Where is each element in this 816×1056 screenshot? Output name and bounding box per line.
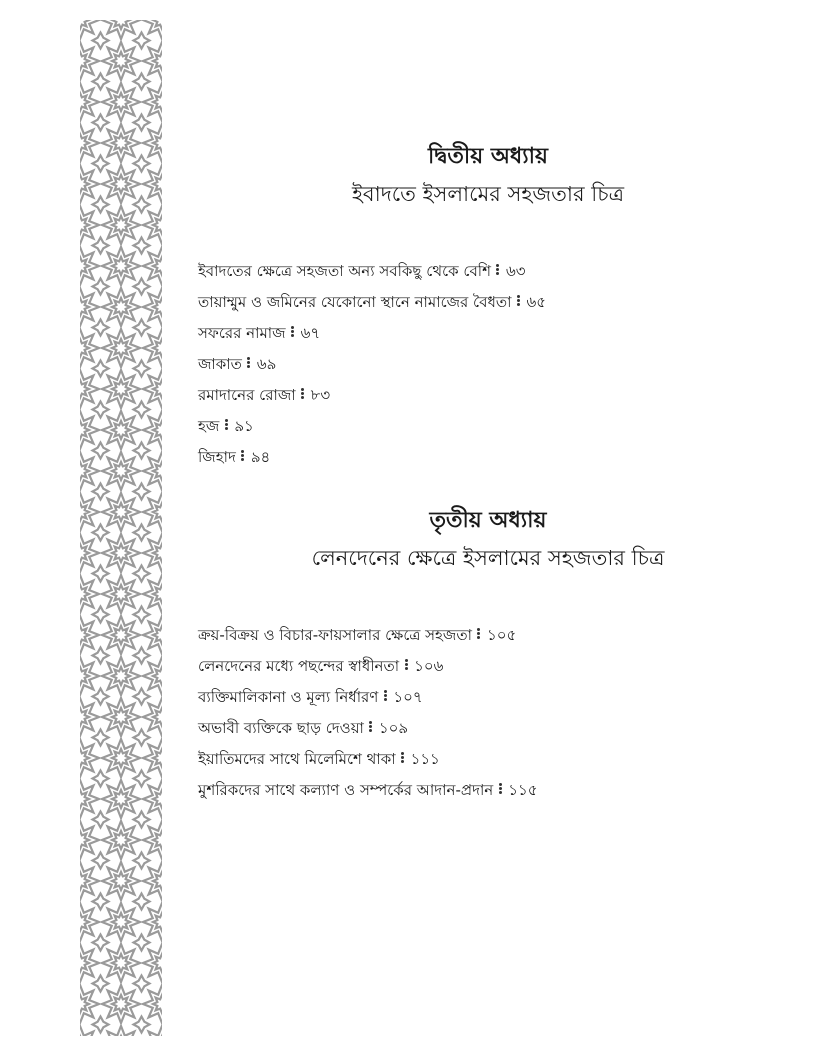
star-inner-motif-icon — [112, 626, 130, 644]
toc-entry-page: ১০৫ — [486, 626, 517, 644]
star-motif-icon — [102, 780, 140, 818]
star-inner-motif-icon — [80, 462, 89, 480]
toc-entry-page: ৬৭ — [300, 324, 321, 342]
toc-entry-label: জাকাত — [198, 355, 242, 373]
star-motif-icon — [143, 20, 162, 39]
star-motif-icon — [102, 698, 140, 736]
chapter-3-toc-list — [198, 623, 778, 809]
star-motif-icon — [102, 739, 140, 777]
star-motif-icon — [102, 657, 140, 695]
toc-entry-page: ৬৩ — [505, 262, 526, 280]
toc-entry-page: ১১৫ — [508, 781, 538, 799]
star-inner-motif-icon — [153, 872, 162, 890]
toc-entry[interactable] — [198, 623, 778, 654]
star-inner-motif-icon — [112, 749, 130, 767]
star-inner-motif-icon — [112, 216, 130, 234]
star-inner-motif-icon — [112, 585, 130, 603]
toc-entry-label: হজ — [198, 417, 220, 435]
star-inner-motif-icon — [112, 708, 130, 726]
star-inner-motif-icon — [153, 626, 162, 644]
star-motif-icon — [102, 616, 140, 654]
star-motif-icon — [102, 452, 140, 490]
star-inner-motif-icon — [153, 93, 162, 111]
star-inner-motif-icon — [153, 134, 162, 152]
star-inner-motif-icon — [112, 544, 130, 562]
toc-entry[interactable] — [198, 321, 778, 352]
separator-dots-icon — [369, 721, 373, 733]
star-motif-icon — [102, 862, 140, 900]
toc-entry[interactable] — [198, 778, 778, 809]
toc-entry-label: রমাদানের রোজা — [198, 386, 296, 404]
star-inner-motif-icon — [112, 134, 130, 152]
toc-entry-label: জিহাদ — [198, 448, 236, 466]
star-motif-icon — [102, 165, 140, 203]
separator-dots-icon — [247, 357, 251, 369]
star-inner-motif-icon — [153, 380, 162, 398]
star-motif-icon — [102, 411, 140, 449]
star-inner-motif-icon — [112, 503, 130, 521]
table-of-contents — [198, 0, 778, 1056]
separator-dots-icon — [516, 295, 520, 307]
chapter-3-title: তৃতীয় অধ্যায় — [429, 507, 547, 533]
star-inner-motif-icon — [153, 544, 162, 562]
toc-entry-page: ৯৪ — [250, 448, 271, 466]
chapter-3-subtitle: লেনদেনের ক্ষেত্রে ইসলামের সহজতার চিত্র — [311, 546, 665, 570]
chapter-2-subtitle: ইবাদতে ইসলামের সহজতার চিত্র — [352, 182, 624, 206]
chapter-3-heading — [198, 506, 778, 572]
star-inner-motif-icon — [112, 20, 130, 29]
star-inner-motif-icon — [80, 175, 89, 193]
star-inner-motif-icon — [112, 52, 130, 70]
star-inner-motif-icon — [153, 20, 162, 29]
star-inner-motif-icon — [112, 667, 130, 685]
star-inner-motif-icon — [80, 667, 89, 685]
star-inner-motif-icon — [80, 626, 89, 644]
star-inner-motif-icon — [112, 954, 130, 972]
toc-entry-page: ১১১ — [410, 750, 440, 768]
star-inner-motif-icon — [112, 831, 130, 849]
star-inner-motif-icon — [153, 462, 162, 480]
star-inner-motif-icon — [153, 708, 162, 726]
toc-entry-label: অভাবী ব্যক্তিকে ছাড় দেওয়া — [198, 719, 364, 737]
star-inner-motif-icon — [112, 995, 130, 1013]
toc-entry-page: ১০৭ — [393, 688, 423, 706]
toc-entry-page: ৯১ — [234, 417, 254, 435]
star-inner-motif-icon — [80, 134, 89, 152]
star-inner-motif-icon — [80, 421, 89, 439]
star-inner-motif-icon — [80, 544, 89, 562]
star-inner-motif-icon — [153, 257, 162, 275]
star-motif-icon — [102, 83, 140, 121]
star-inner-motif-icon — [112, 298, 130, 316]
star-motif-icon — [102, 534, 140, 572]
toc-entry[interactable] — [198, 747, 778, 778]
separator-dots-icon — [224, 419, 228, 431]
star-inner-motif-icon — [153, 954, 162, 972]
toc-entry[interactable] — [198, 654, 778, 685]
separator-dots-icon — [241, 450, 245, 462]
separator-dots-icon — [496, 264, 500, 276]
star-inner-motif-icon — [153, 790, 162, 808]
chapter-2-title: দ্বিতীয় অধ্যায় — [428, 143, 548, 169]
toc-entry-label: ইবাদতের ক্ষেত্রে সহজতা অন্য সবকিছু থেকে বেশি — [198, 262, 491, 280]
star-inner-motif-icon — [153, 339, 162, 357]
star-inner-motif-icon — [153, 749, 162, 767]
toc-entry-label: ইয়াতিমদের সাথে মিলেমিশে থাকা — [198, 750, 396, 768]
star-inner-motif-icon — [153, 913, 162, 931]
star-motif-icon — [102, 288, 140, 326]
star-inner-motif-icon — [112, 257, 130, 275]
star-inner-motif-icon — [153, 585, 162, 603]
star-inner-motif-icon — [153, 421, 162, 439]
toc-entry-page: ৬৯ — [256, 355, 277, 373]
star-motif-icon — [102, 493, 140, 531]
chapter-2-heading — [198, 142, 778, 208]
star-inner-motif-icon — [80, 790, 89, 808]
separator-dots-icon — [401, 752, 405, 764]
star-inner-motif-icon — [112, 93, 130, 111]
star-inner-motif-icon — [153, 503, 162, 521]
toc-entry-label: সফরের নামাজ — [198, 324, 286, 342]
toc-entry[interactable] — [198, 383, 778, 414]
toc-entry[interactable] — [198, 685, 778, 716]
star-inner-motif-icon — [80, 298, 89, 316]
star-inner-motif-icon — [112, 380, 130, 398]
star-inner-motif-icon — [80, 52, 89, 70]
chapter-2-toc-list — [198, 259, 778, 476]
separator-dots-icon — [291, 326, 295, 338]
toc-entry[interactable] — [198, 259, 778, 290]
star-inner-motif-icon — [112, 175, 130, 193]
star-inner-motif-icon — [153, 216, 162, 234]
separator-dots-icon — [498, 783, 502, 795]
star-motif-icon — [102, 944, 140, 982]
toc-entry-label: ব্যক্তিমালিকানা ও মূল্য নির্ধারণ — [198, 688, 379, 706]
star-inner-motif-icon — [80, 339, 89, 357]
star-inner-motif-icon — [80, 585, 89, 603]
toc-entry-page: ১০৬ — [414, 657, 444, 675]
star-inner-motif-icon — [112, 790, 130, 808]
star-inner-motif-icon — [153, 298, 162, 316]
star-motif-icon — [102, 124, 140, 162]
star-motif-icon — [102, 42, 140, 80]
star-inner-motif-icon — [80, 93, 89, 111]
star-inner-motif-icon — [80, 503, 89, 521]
toc-entry-label: ক্রয়-বিক্রয় ও বিচার-ফায়সালার ক্ষেত্রে সহজতা — [198, 626, 472, 644]
toc-entry-label: লেনদেনের মধ্যে পছন্দের স্বাধীনতা — [198, 657, 400, 675]
star-inner-motif-icon — [153, 52, 162, 70]
star-inner-motif-icon — [80, 995, 89, 1013]
star-motif-icon — [102, 575, 140, 613]
toc-entry-page: ১০৯ — [378, 719, 409, 737]
star-motif-icon — [102, 821, 140, 859]
star-motif-icon — [102, 370, 140, 408]
star-motif-icon — [102, 206, 140, 244]
star-motif-icon — [102, 329, 140, 367]
star-inner-motif-icon — [80, 872, 89, 890]
star-motif-icon — [102, 903, 140, 941]
star-inner-motif-icon — [153, 995, 162, 1013]
separator-dots-icon — [404, 659, 408, 671]
toc-entry-label: মুশরিকদের সাথে কল্যাণ ও সম্পর্কের আদান-প্রদান — [198, 781, 494, 799]
star-motif-icon — [102, 247, 140, 285]
decorative-border-strip — [80, 20, 162, 1036]
star-motif-icon — [102, 985, 140, 1023]
star-inner-motif-icon — [80, 913, 89, 931]
star-inner-motif-icon — [80, 708, 89, 726]
star-inner-motif-icon — [80, 831, 89, 849]
star-motif-icon — [80, 20, 99, 39]
separator-dots-icon — [301, 388, 305, 400]
toc-entry-label: তায়াম্মুম ও জমিনের যেকোনো স্থানে নামাজের বৈধতা — [198, 293, 512, 311]
star-inner-motif-icon — [80, 380, 89, 398]
star-inner-motif-icon — [112, 339, 130, 357]
toc-entry-page: ৬৫ — [526, 293, 546, 311]
toc-entry[interactable] — [198, 445, 778, 476]
star-inner-motif-icon — [153, 831, 162, 849]
toc-entry[interactable] — [198, 290, 778, 321]
star-inner-motif-icon — [112, 872, 130, 890]
star-inner-motif-icon — [112, 913, 130, 931]
geometric-pattern-icon — [80, 20, 162, 1036]
star-inner-motif-icon — [153, 667, 162, 685]
star-inner-motif-icon — [80, 257, 89, 275]
toc-entry[interactable] — [198, 352, 778, 383]
toc-entry[interactable] — [198, 716, 778, 747]
star-inner-motif-icon — [80, 20, 89, 29]
star-inner-motif-icon — [80, 749, 89, 767]
star-inner-motif-icon — [112, 421, 130, 439]
star-inner-motif-icon — [80, 954, 89, 972]
separator-dots-icon — [383, 690, 387, 702]
star-inner-motif-icon — [80, 216, 89, 234]
separator-dots-icon — [477, 628, 481, 640]
toc-entry-page: ৮৩ — [310, 386, 331, 404]
star-inner-motif-icon — [112, 462, 130, 480]
toc-entry[interactable] — [198, 414, 778, 445]
star-inner-motif-icon — [153, 175, 162, 193]
